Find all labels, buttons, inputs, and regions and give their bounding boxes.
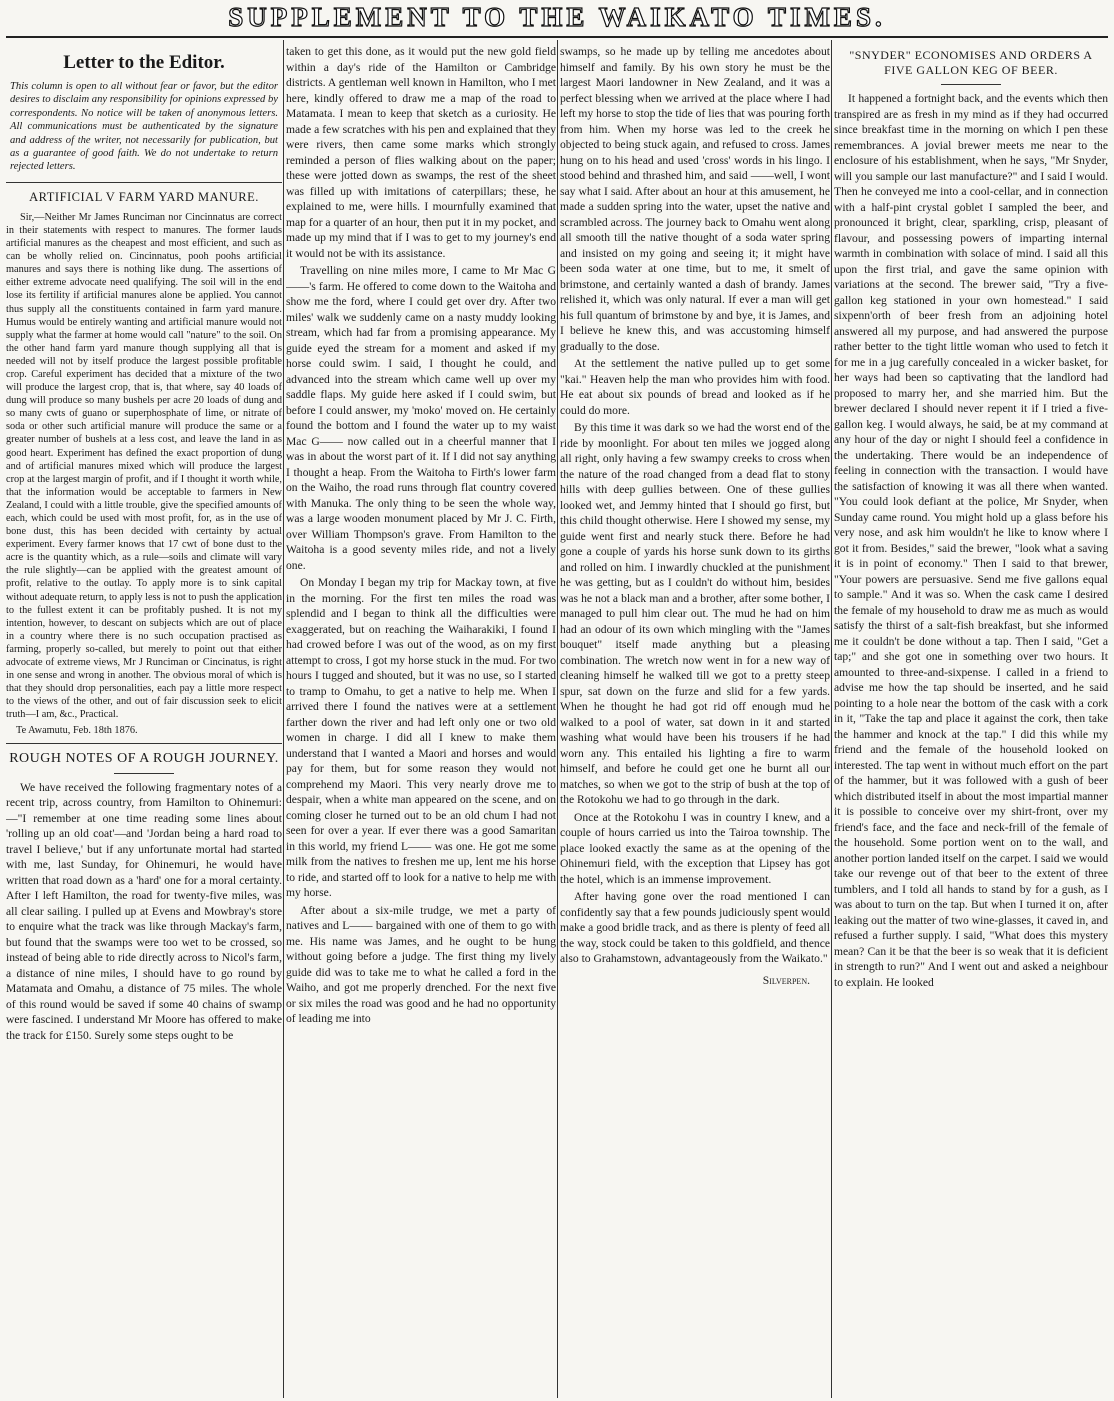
- column-3: [560, 44, 830, 1396]
- column-divider: [831, 40, 832, 1398]
- article-paragraph: After having gone over the road mentioned I can confidently say that a few pounds judiciously spent would make a good bridle track, and as there is plenty of feed all the way, stock could be taken to this goldfield, and thence also to Grahamstown, advantageously from the Waikato.": [560, 890, 830, 965]
- column-divider: [557, 40, 558, 1398]
- editor-notice: This column is open to all without fear or favor, but the editor desires to disclaim any responsibility for opinions expressed by correspondents. No notice will be taken of anonymous letters. All communications must be authenticated by the signature and address of the writer, not necessarily for publication, but as a guarantee of good faith. We do not undertake to return rejected letters.: [10, 81, 278, 173]
- letter-section-title: Letter to the Editor.: [63, 52, 225, 73]
- article-paragraph: Once at the Rotokohu I was in country I knew, and a couple of hours carried us into the Tairoa township. The place looked exactly the same as at the opening of the Ohinemuri field, with the exception that Lipsey has got the hotel, which is an immense improvement.: [560, 810, 830, 886]
- divider: [6, 182, 282, 183]
- article-signature: Silverpen.: [762, 973, 810, 987]
- divider: [114, 773, 174, 774]
- divider: [6, 743, 282, 744]
- column-1: [6, 44, 282, 1396]
- article-paragraph: taken to get this done, as it would put the new gold field within a day's ride of the Hamilton or Cambridge districts. A gentleman well known in Hamilton, who I met here, kindly offered to draw me a map of the road to Matamata. I mean to keep that sketch as a curiosity. He made a few scratches with his pen and explained that they were rivers, then came some marks which strongly reminded a person of flies walking about on the paper; these were jotted down as swamps, the rest of the sheet was filled up with imitations of caterpillars; these, he explained to me, were hills. I mournfully examined that map for a quarter of an hour, then put it in my pocket, and made up my mind that if I was to get to my journey's end it would not be with its assistance.: [286, 45, 556, 260]
- masthead: SUPPLEMENT TO THE WAIKATO TIMES.: [228, 2, 886, 32]
- divider: [941, 84, 1001, 85]
- rough-notes-heading: ROUGH NOTES OF A ROUGH JOURNEY.: [9, 750, 279, 766]
- letter-heading: ARTIFICIAL V FARM YARD MANURE.: [29, 189, 259, 204]
- article-paragraph: It happened a fortnight back, and the events which then transpired are as fresh in my mind as if they had occurred since breakfast time in the morning on which I pen these remembrances. A jovial brewer meets me near to the enclosure of his establishment, when he says, "Mr Snyder, will you sample our last manufacture?" and I said I would. Then he conveyed me into a cool-cellar, and in connection with a half-pint crystal goblet I sampled the beer, and pronounced it bright, clear, sparkling, crisp, pleasant of flavour, and possessing powers of imparting internal warmth in combination with solace of mind. I said all this upon the first trial, and gave the same opinion with variations at the second. The brewer said, "Try a five-gallon keg stationed in your own homestead." I said sixpenn'orth of beer fresh from an adjoining hotel answered all my purpose, and had answered the purpose rather better to the tight little woman who used to fetch it for me in a jug carefully concealed in a wicker basket, for her ways had been so captivating that the landlord had proposed to marry her, and she married him. But the brewer declared I should never repent it if I tried a five-gallon keg. I would always, he said, be at my command at any hour of the day or night I should feel a confidence in the undertaking. There would be an independence of feeling in connection with the transaction. I would have the satisfaction of knowing it was all there when wanted. "You could look defiant at the police, Mr Snyder, when Sunday came round. You might hold up a glass before his very nose, and ask him wouldn't he like to know where I got it from. Besides," said the brewer, "look what a saving it is in point of economy." Then I said to that brewer, "Your powers are persuasive. Send me five gallons equal to sample." And it was so. When the cask came I desired the female of my household to draw me as much as would satisfy the thirst of a salt-fish breakfast, but she informed me it couldn't be done without a tap. Then I said, "Get a tap;" and she got one in something over two hours. It amounted to three-and-sixpense. I called in a friend to advise me how the tap should be inserted, and he said pointing to a hole near the bottom of the cask with a cork in it, "Take the tap and place it against the cork, then take the hammer and knock at the tap." I did this while my friend and the female of the household looked on interested. The tap went in without much effort on the part of the hammer, but it was followed with a gush of beer which distributed itself in about the most impartial manner it is possible to conceive over my shirt-front, over my friend's face, and the face and neck-frill of the female of the household. Some portion went on to the wall, and another portion landed itself on the carpet. I said we would take our revenge out of that beer to the extent of three tumblers, and I told all hands to stand by for a gush, as I was about to turn on the tap. But when I turned it on, after leaking out the matter of two wine-glasses, it caved in, and refused a further supply. I said, "What does this mystery mean? Can it be that the beer is so weak that it is deficient in strength to run?" And I went out and asked a neighbour to explain. He looked: [834, 92, 1108, 989]
- article-paragraph: On Monday I began my trip for Mackay town, at five in the morning. For the first ten miles the road was splendid and I began to think all the difficulties were exaggerated, but on reaching the Waiharakiki, I found I had crowed before I was out of the wood, as on my first attempt to cross, I got my horse stuck in the mud. For two hours I tugged and shouted, but it was no use, so I started to tramp to Omahu, to get a native to help me. When I arrived there I found the natives were at a settlement farther down the river and had left only one or two old women in charge. I did all I knew to make them understand that I wanted a Maori and horses and would pay for them, but for some reason they would not comprehend my Maori. This very nearly drove me to despair, when a white man appeared on the scene, and on coming closer he turned out to be an old chum I had not seen for over a year. If ever there was a good Samaritan in this world, my friend L—— was one. He got me some milk from the natives to freshen me up, lent me his horse to ride, and started off to look for a native to help me with my horse.: [286, 576, 556, 899]
- article-paragraph: After about a six-mile trudge, we met a party of natives and L—— bargained with one of them to go with me. His name was James, and he ought to be hung without going before a judge. The first thing my lively guide did was to take me to what he called a ford in the Waiho, and got me properly drenched. For the next five or six miles the road was good and he had no opportunity of leading me into: [286, 903, 556, 1025]
- article-paragraph: swamps, so he made up by telling me ancedotes about himself and family. By his own story he must be the largest Maori landowner in New Zealand, and it was a perfect blessing when we arrived at the place where I had left my horse to stop the tide of lies that was pouring forth from him. When my horse was led to the creek he objected to being stuck again, and refused to cross. James hung on to his head and used 'cross' words in his lingo. I stood behind and thrashed him, and said ——well, I wont say what I said. After about an hour at this amusement, he made a sudden spring into the water, upset the native and scrambled across. The journey back to Omahu went along all smooth till the native thought of a soda water spring and insisted on my going and seeing it; it might have been soda water at one time, but to me, it smelt of brimstone, and certainly wanted a dash of brandy. James relished it, which was only natural. If ever a man will get his full quantum of brimstone by and bye, it is James, and I believe he knew this, and was accustoming himself gradually to the dose.: [560, 45, 830, 353]
- article-paragraph: At the settlement the native pulled up to get some "kai." Heaven help the man who provides him with food. He eat about six pounds of bread and looked as if he could do more.: [560, 357, 830, 417]
- article-paragraph: Travelling on nine miles more, I came to Mr Mac G——'s farm. He offered to come down to the Waitoha and show me the ford, where I could get over dry. After two miles' walk we suddenly came on a nasty muddy looking stream, which had far from a promising appearance. My guide eyed the stream for a moment and asked if my horse could swim. I said, I thought he could, and advanced into the stream which came well up over my saddle flaps. My guide here asked if I could swim, but before I could answer, my 'moko' moved on. He certainly found the bottom and I found the water up to my waist Mac G—— now called out in a cheerful manner that I was in about the worst part of it. If I did not say anything I thought a heap. From the Waitoha to Firth's lower farm on the Waiho, the road runs through flat country covered with Manuka. The only thing to be seen the whole way, was a large wooden monument placed by Mr J. C. Firth, over William Thompson's grave. From Hamilton to the Waitoha is a good seventy miles ride, and not a lively one.: [286, 264, 556, 572]
- column-2: [286, 44, 556, 1396]
- letter-body: Sir,—Neither Mr James Runciman nor Cincinnatus are correct in their statements with respect to manures. The former lauds artificial manures as the cheapest and most efficient, and such as can be wholly relied on. Cincinnatus, pooh poohs artificial manures and says there is nothing like dung. The assertions of either extreme advocate need qualifying. The soil will in the end lose its fertility if artificial manures alone be applied. You cannot thus supply all the constituents contained in farm yard manure. Humus would be entirely wanting and artificial manure would not supply what the farmer at home would call "nature" to the soil. On the other hand farm yard manure though supplying all that is needed will not by itself produce the largest possible profitable crop. Careful experiment has decided that a mixture of the two will produce the largest crop, that is, that where, say 40 loads of dung will produce so many bushels per acre 20 loads of dung and so many cwts of guano or superphosphate of lime, or nitrate of soda or other such artificial manure will produce the same or a greater number of bushels at a less cost, and leave the land in as good heart. Experiment has defined the exact proportion of dung and of artificial manures mixed which will produce the largest crop at the largest margin of profit, and if I thought it worth while, that the information would be acceptable to farmers in New Zealand, I could with a little trouble, give the specified amounts of each, which could be used with most profit, for, as in the use of bone dust, this has been decided with certainty by actual experiment. Every farmer knows that 17 cwt of bone dust to the acre is the quantity which, as a rule—soils and climate will vary the rule slightly—can be applied with the greatest amount of profit, relative to the outlay. To apply more is to sink capital without adequate return, to apply less is not to push the application to the fullest extent it can be profitably pushed. It is not my intention, however, to descant on subjects which are out of place in a country where there is no such occupation practised as farming, properly so-called, but merely to point out that either advocate of extreme views, Mr J Runciman or Cincinatus, is right in one sense and wrong in another. The obvious moral of which is that they should drop personalities, each pay a little more respect to the views of the other, and out of fair discussion seek to elicit truth—I am, &c., Practical.: [6, 211, 282, 721]
- column-4: [834, 44, 1108, 1396]
- letter-dateline: Te Awamutu, Feb. 18th 1876.: [16, 724, 138, 736]
- snyder-heading: "SNYDER" ECONOMISES AND ORDERS A FIVE GALLON KEG OF BEER.: [849, 48, 1093, 77]
- article-paragraph: By this time it was dark so we had the worst end of the ride by moonlight. For about ten miles we jogged along all right, only having a few swampy creeks to cross when the nature of the road changed from a dead flat to stony hills with deep gullies between. One of these gullies looked wet, and Jemmy hinted that I should go first, but this child thought otherwise. Here I showed my sense, my guide went first and nearly stuck there. Before he had gone a couple of yards his horse sunk down to its girths and rolled on him. I inwardly chuckled at the punishment he was getting, but as I couldn't do without him, besides was he not a black man and a brother, after some bother, I managed to pull him clear out. The mud he had on him had an odour of its own which mingling with the "James bouquet" itself made anything but a pleasing combination. The wretch now went in for a new way of cleaning himself he walked till we got to a pretty steep spur, sat down on the furze and slid for a few yards. When he thought he had got rid off enough mud he walked to a pool of water, sat down in it and started washing what would have been his trousers if he had worn any. This entailed his lighting a fire to warm himself, and before he could get one he burnt all our matches, so when we got to the strip of bush at the top of the Rotokohu we had to go through in the dark.: [560, 421, 830, 806]
- column-divider: [283, 40, 284, 1398]
- masthead-rule: [6, 36, 1108, 38]
- article-paragraph: We have received the following fragmentary notes of a recent trip, across country, from Hamilton to Ohinemuri:—"I remember at one time reading some lines about 'rolling up an old coat'—and 'Jordan being a hard road to travel I believe,' but if any unfortunate mortal had started with me, last Sunday, for Ohinemuri, he would have written that road down as a 'hard' one for a moral certainty. After I left Hamilton, the road for twenty-five miles, was all clear sailing. I pulled up at Evens and Mowbray's store to enquire what the track was like through Mackay's farm, but found that the swamps were too wet to be crossed, so instead of being able to ride directly across to Nicol's farm, a distance of nine miles, I should have to go round by Matamata and Omahu, a distance of 75 miles. The whole of this round would be saved if some 40 chains of swamp were fascined. I understand Mr Moore has offered to make the track for £150. Surely some steps ought to be: [6, 780, 282, 1042]
